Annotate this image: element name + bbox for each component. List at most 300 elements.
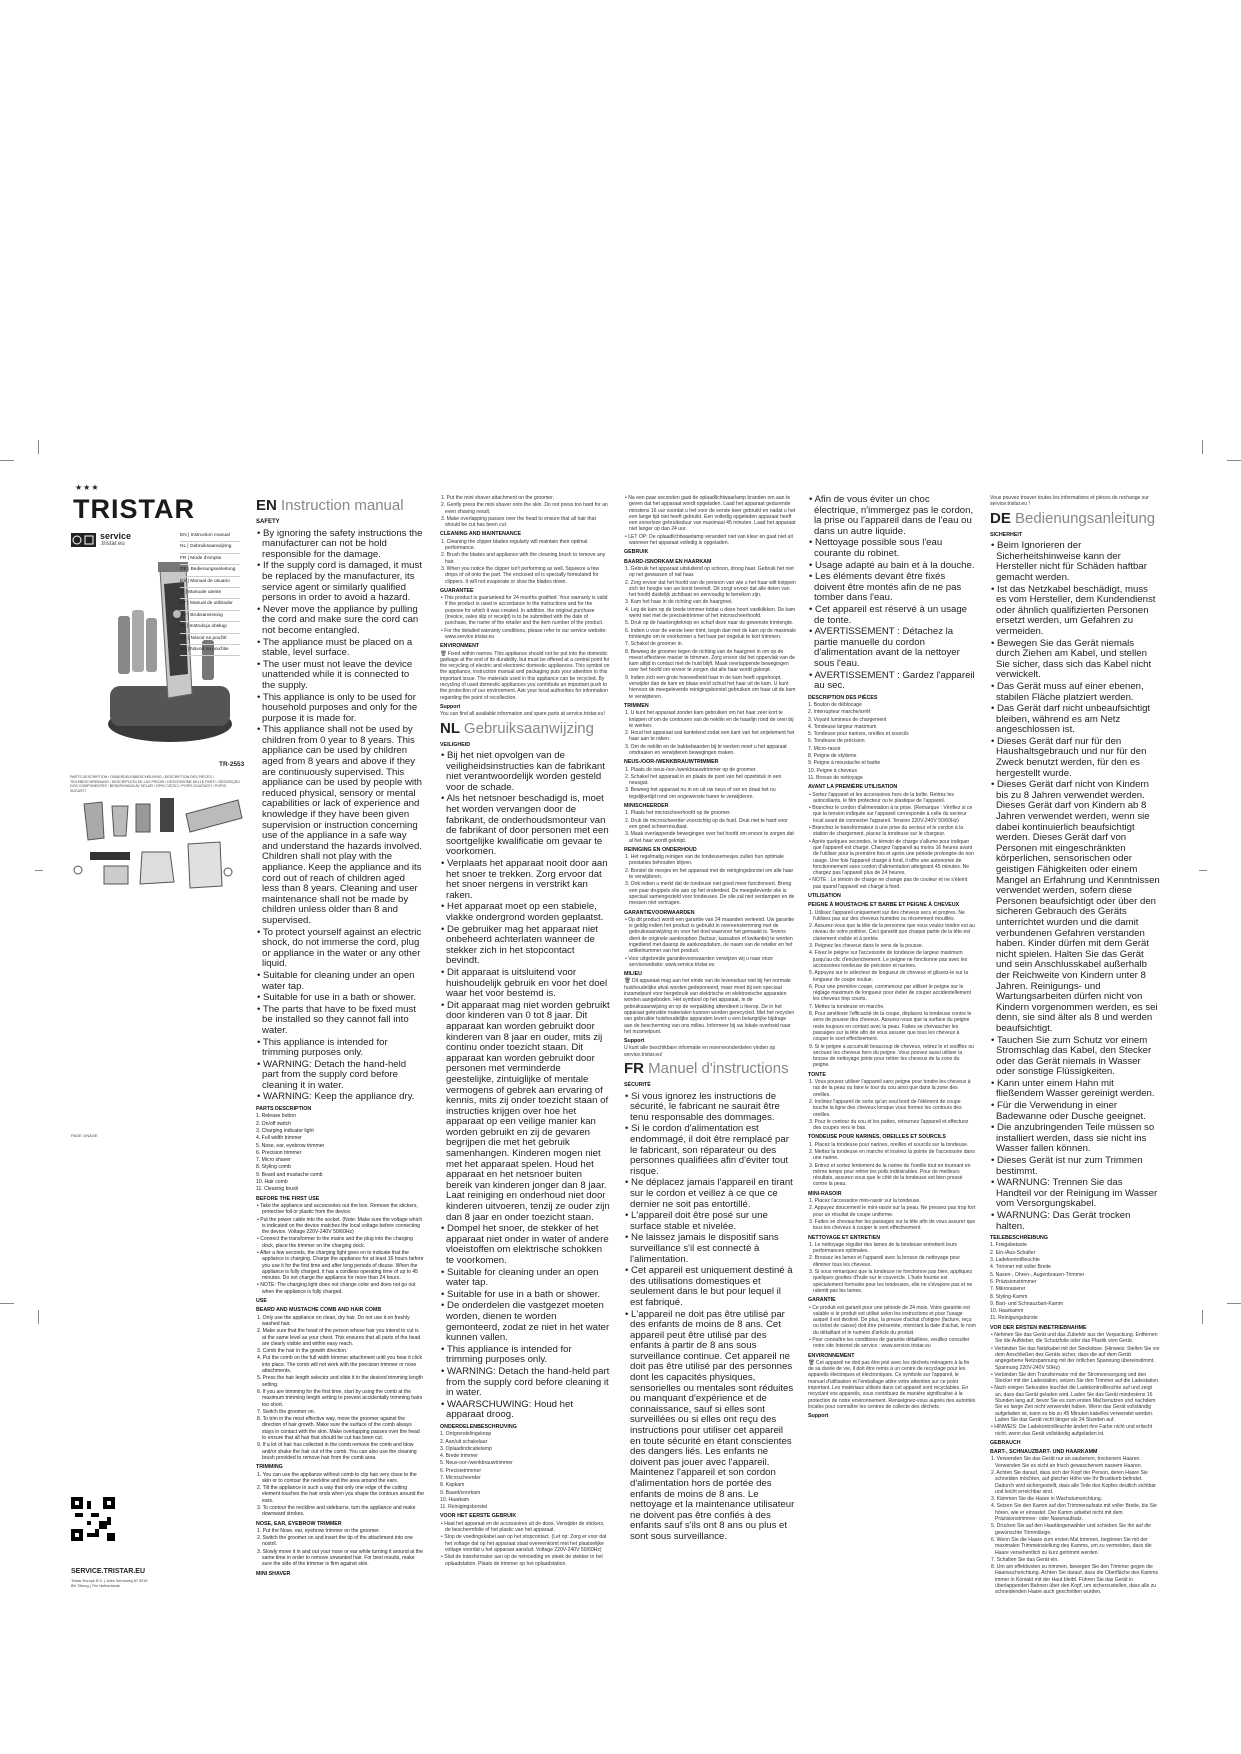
fr-column-2	[808, 495, 976, 1555]
fr-parts-item: 11. Brosse de nettoyage	[808, 774, 863, 781]
nl-safety-item: • Verplaats het apparaat nooit door aan het snoer te trekken. Zorg ervoor dat het snoer nergens in verstrikt kan raken.	[441, 858, 608, 901]
nl-safety-item: • De onderdelen die vastgezet moeten worden, dienen te worden gemonteerd, zodat ze niet in het water kunnen vallen.	[441, 1300, 610, 1344]
nl-use-heading: GEBRUIK	[624, 549, 649, 556]
en-safety-item: • Never move the appliance by pulling the cord and make sure the cord can not become entangled.	[257, 603, 419, 636]
en-nose-item: 1. Put the Nose, ear, eyebrow trimmer on the groomer.	[257, 1527, 380, 1534]
fr-before-item: • NOTE : Le témoin de charge ne change pas de couleur et ne s'éteint pas quand l'appareil est chargé à fond.	[809, 877, 968, 890]
language-item[interactable]: PT | Manual de utilizador	[180, 599, 240, 610]
fr-safety-item: • AVERTISSEMENT : Gardez l'appareil au sec.	[809, 669, 975, 692]
nl-safety-item: • Suitable for cleaning under an open water tap.	[441, 1266, 599, 1289]
en-parts-block	[256, 1106, 424, 1577]
fr-trimming-item: 2. Inclinez l'appareil de sorte qu'un seul bord de l'élément de coupe touche la ligne des cheveux lorsque vous formez les contours des oreilles.	[809, 1098, 962, 1118]
nl-safety-item: • Suitable for use in a bath or shower.	[441, 1288, 601, 1300]
en-comb-item: 8. To trim in the most effective way, move the groomer against the direction of hair growth. Make sure the surface of the comb always stays in contact with the skin. Make overlapping passes over the head to ensure that all hair that should be cut has been cut.	[257, 1416, 420, 1442]
en-cleaning-item: 2. Brush the blades and appliance with the cleaning brush to remove any hair.	[441, 552, 606, 565]
en-guarantee-item: • This product is guaranteed for 24 months gratified. Your warranty is valid if the product is used in accordance to the instructions and for the purpose for which it was created. In addition, the original purchase (invoice, sales slip or receipt) is to be submitted with the date of purchase, the name of the retailer and the item number of the product.	[441, 595, 608, 627]
en-safety-item: • The user must not leave the device unattended while it is connected to the supply.	[257, 658, 413, 691]
de-comb-item: 1. Verwenden Sie das Gerät nur an sauberem, trockenem Haaren. Verwenden Sie es nicht an frisch gewaschenem nassem Haaren.	[991, 1456, 1142, 1469]
en-title: EN Instruction manual	[256, 497, 404, 514]
en-before-list	[256, 1203, 424, 1295]
de-safety-item: • WARNUNG: Trennen Sie das Handteil vor der Reinigung im Wasser vom Versorgungskabel.	[991, 1177, 1158, 1210]
en-comb-item: 5. Press the hair length selector and slide it to the desired trimming length setting.	[257, 1375, 423, 1388]
nl-comb-item: 2. Zorg ervoor dat het hoofd van de persoon van wie u het haar wilt knippen zich ter hoogte van uw borst bevindt. Dit zorgt ervoor dat alle delen van het hoofd duidelijk zichtbaar en eenvoudig te bereiken zijn.	[625, 579, 796, 599]
fr-safety-item: • Ne déplacez jamais l'appareil en tirant sur le cordon et veillez à ce que ce dernier ne soit pas entortillé.	[625, 1177, 793, 1210]
en-mini-item: 1. Put the mini shaver attachment on the groomer.	[441, 495, 554, 501]
en-before-item: • Take the appliance and accessories out the box. Remove the stickers, protective foil or plastic from the device.	[257, 1202, 418, 1216]
nl-comb-item: 1. Gebruik het apparaat uitsluitend op schoon, droog haar. Gebruik het niet op net gewassen of nat haar.	[625, 565, 794, 579]
nl-comb-item: 8. Beweeg de groomer tegen de richting van de haargroei in om op de meest effectieve manier te trimmen. Zorg ervoor dat het oppervlak van de kam altijd in contact met de huid blijft. Maak overlappende bewegingen over het hoofd om ervoor te zorgen dat alle haar wordt geknipt.	[625, 648, 795, 674]
de-safety-item: • Tauchen Sie zum Schutz vor einem Stromschlag das Kabel, den Stecker oder das Gerät niemals in Wasser oder sonstige Flüssigkeiten.	[991, 1034, 1152, 1078]
nl-trimming-item: 2. Houd het apparaat wat kantelend zodat een kant van het snijelement het haar aan te raken.	[625, 730, 795, 743]
nl-parts-heading: ONDERDELENBESCHRIJVING	[440, 1423, 517, 1430]
nl-safety-item: • Als het netsnoer beschadigd is, moet het worden vervangen door de fabrikant, de onderhoudsmonteur van de fabrikant of door personen met een soortgelijke kwalificatie om gevaar te voorkomen.	[441, 793, 609, 858]
de-before-list	[990, 1332, 1160, 1437]
company-address: Tristar Europe B.V. | Jules Verneweg 87 5015 BH Tilburg | The Netherlands	[71, 1579, 148, 1588]
en-comb-heading: BEARD AND MUSTACHE COMB AND HAIR COMB	[256, 1307, 382, 1314]
nl-parts-item: 2. Aan/uit schakelaar	[440, 1438, 488, 1445]
language-item[interactable]: SK | Návod na použitie	[180, 645, 240, 656]
nl-trimming-heading: TRIMMEN	[624, 702, 649, 709]
fr-safety-item: • AVERTISSEMENT : Détachez la partie manuelle du cordon d'alimentation avant de la nettoyer sous l'eau.	[809, 626, 960, 669]
en-comb-item: 1. Only use the appliance on clean, dry hair. Do not use it on freshly washed hair.	[257, 1314, 410, 1327]
en-safety-list	[256, 529, 424, 1103]
nl-parts-item: 3. Oplaadindicatielamp	[440, 1445, 492, 1452]
fr-environment-text: 🗑 Cet appareil ne doit pas être jeté avec les déchets ménagers à la fin de sa durée de vie, il doit être remis à un centre de recyclage pour les appareils électriques et électroniques. Ce symbole sur l'appareil, le manuel d'utilisation et l'emballage attire votre attention sur ce point important. Les matériaux utilisés dans cet appareil sont recyclables. En recyclant vos appareils, vous contribuez de manière significative à la protection de notre environnement. Renseignez-vous auprès des autorités locales pour connaître les centres de collecte des déchets.	[808, 1359, 976, 1410]
nl-trimming-item: 1. U kunt het apparaat zonder kam gebruiken om het haar zeer kort te knippen of om de contouren van de nekliin en de haarlijn rond de oren bij te werken.	[625, 710, 794, 729]
en-parts-item: 11. Cleaning brush	[256, 1186, 299, 1193]
fr-parts-item: 1. Bouton de déblocage	[808, 701, 862, 708]
en-cleaning-item: 1. Cleaning the clipper blades regularly will maintain their optimal performance.	[441, 538, 588, 552]
de-before-item: • Nehmen Sie das Gerät und das Zubehör aus der Verpackung. Entfernen Sie die Aufkleber, die Schutzfolie oder das Plastik vom Gerät.	[991, 1332, 1158, 1345]
fr-comb-item: 4. Fixez le peigne sur l'accessoire de tondeuse de largeur maximum jusqu'au clic d'enclenchement. Le peigne ne fonctionne pas avec les accessoires tondeuse de précision et narines.	[809, 950, 968, 969]
de-comb-item: 2. Achten Sie darauf, dass sich der Kopf der Person, deren Haare Sie schneiden möchten, auf gleicher Höhe wie Ihr Brustkorb befindet. Dadurch wird sichergestellt, dass alle Teile des Kopfes deutlich sichtbar und leicht erreichbar sind.	[991, 1469, 1157, 1495]
language-item[interactable]: SV | Bruksanvisning	[180, 611, 240, 622]
recycle-bin-icon: 🗑	[440, 650, 448, 657]
nl-parts-list	[440, 1431, 610, 1510]
en-comb-item: 3. Comb the hair in the growth direction.	[257, 1348, 348, 1355]
de-comb-heading: BART-, SCHNAUZBART- UND HAARKAMM	[990, 1449, 1098, 1456]
de-parts-list	[990, 1242, 1160, 1321]
de-parts-item: 11. Reinigungsbürste	[990, 1315, 1038, 1322]
en-safety-heading: SAFETY	[256, 519, 280, 525]
language-item[interactable]: DE | Bedienungsanleitung	[180, 565, 240, 576]
fr-parts-item: 4. Tondeuse largeur maximum	[808, 723, 877, 730]
nl-parts-item: 4. Brede trimmer	[440, 1453, 478, 1460]
fr-safety-item: • Ne laissez jamais le dispositif sans surveillance s'il est connecté à l'alimentation.	[625, 1232, 779, 1265]
de-before-item: • HINWEIS: Die Ladekontrollleuchte ändert ihre Farbe nicht und erlischt nicht, wenn das Gerät vollständig aufgeladen ist.	[991, 1424, 1153, 1437]
product-code: PAGE 1/NAGE	[71, 1133, 98, 1138]
crop-mark	[1202, 440, 1203, 454]
de-parts-item: 10. Haarkamm	[990, 1308, 1024, 1315]
en-guarantee-heading: GUARANTEE	[440, 587, 474, 594]
model-number: TR-2553	[219, 761, 245, 768]
nl-mini-item: 2. Druk de microscheerder voorzichtig op de huid. Druk niet te hard voor een goed scheerresultaat.	[625, 817, 788, 830]
en-comb-list	[256, 1315, 424, 1462]
nl-safety-item: • WAARSCHUWING: Houd het apparaat droog.	[441, 1398, 574, 1421]
fr-comb-item: 3. Peignez les cheveux dans le sens de la pousse.	[809, 943, 924, 950]
nl-parts-item: 5. Neus-oor-/wenkbrauwtrimmer	[440, 1460, 513, 1467]
nl-title: NL Gebruiksaanwijzing	[440, 719, 594, 737]
fr-cleaning-item: 1. Le nettoyage régulier des lames de la tondeuse entretient leurs performances optimales.	[809, 1241, 958, 1255]
nl-nose-heading: NEUS-/OOR-/WENKBRAUWTRIMMER	[624, 759, 719, 766]
fr-mini-list	[808, 1198, 976, 1231]
en-safety-item: • WARNING: Keep the appliance dry.	[257, 1091, 415, 1103]
fr-mini-item: 2. Appuyez doucement le mini-rasoir sur la peau. Ne pressez pas trop fort pour un résultat de coupe uniforme.	[809, 1205, 976, 1218]
fr-guarantee-list	[808, 1305, 976, 1350]
en-before-item: • Put the power cable into the socket. (Note: Make sure the voltage which is indicated on the device matches the local voltage before connecting the device. Voltage 220V-240V 50/60Hz)	[257, 1216, 423, 1236]
fr-safety-item: • L'appareil doit être posé sur une surface stable et nivelée.	[625, 1210, 768, 1232]
nl-mini-item: 1. Plaats het microscheerhoofd op de groomer.	[625, 810, 731, 817]
de-safety-heading: SICHERHEIT	[990, 531, 1023, 538]
de-parts-item: 5. Nasen-, Ohren-, Augenbrauen-Trimmer	[990, 1271, 1085, 1278]
de-comb-item: 7. Schalten Sie das Gerät ein.	[991, 1556, 1059, 1563]
fr-nose-item: 1. Placez la tondeuse pour narines, oreilles et sourcils sur la tondeuse.	[809, 1141, 969, 1148]
de-safety-item: • Ist das Netzkabel beschädigt, muss es vom Hersteller, dem Kundendienst oder ähnlich qualifizierten Personen ersetzt werden, um Gefahren zu vermeiden.	[991, 583, 1156, 637]
language-item[interactable]: IT | Manuale utente	[180, 588, 240, 599]
de-safety-item: • Das Gerät muss auf einer ebenen, stabilen Fläche platziert werden.	[991, 680, 1144, 703]
fr-guarantee-item: • Pour connaître les conditions de garantie détaillées, veuillez consulter notre site Internet de service : www.service.tristar.eu	[809, 1337, 970, 1350]
nl-nose-list	[624, 767, 796, 800]
fr-comb-item: 8. Pour améliorer l'efficacité de la coupe, déplacez la tondeuse contre le sens de pousse des cheveux. Assurez-vous que la surface du peigne reste toujours en contact avec la peau. Faites se chevaucher les passages sur la tête afin de vous assurer que tous les cheveux à couper le sont effectivement.	[809, 1011, 972, 1043]
nl-column-2	[624, 495, 796, 1555]
nl-safety-item: • WARNING: Detach the hand-held part from the supply cord before cleaning it in water.	[441, 1365, 610, 1399]
nl-safety-item: • De gebruiker mag het apparaat niet onbeheerd achterlaten wanneer de stekker zich in het stopcontact bevindt.	[441, 923, 598, 967]
en-parts-item: 8. Styling comb	[256, 1164, 291, 1171]
de-comb-item: 8. Um am effektivsten zu trimmen, bewegen Sie den Trimmer gegen die Haarwuchsrichtung. Achten Sie darauf, dass die Oberfläche des Kamms immer in Kontakt mit der Haut bleibt. Führen Sie das Gerät in überlappenden Bahnen über den Kopf, um sicherzustellen, dass alle zu schneidenden Haare auch geschnitten wurden.	[991, 1564, 1159, 1596]
fr-before-item: • Sortez l'appareil et les accessoires hors de la boîte. Retirez les autocollants, le film protecteur ou le plastique de l'appareil.	[809, 791, 954, 804]
fr-safety-item: • L'appareil ne doit pas être utilisé par des enfants de moins de 8 ans. Cet appareil peut être utilisé par des enfants à partir de 8 ans sous surveillance continue. Cet appareil ne doit pas être utilisé par des personnes dont les capacités physiques, sensorielles ou mentales sont réduites ou manquant d'expérience et de connaissance, sauf si elles sont surveillées ou si elles ont reçu des instructions pour utiliser cet appareil en toute sécurité en étant conscientes des dangers liés. Les enfants ne doivent pas jouer avec l'appareil. Maintenez l'appareil et son cordon d'alimentation hors de portée des enfants de moins de 8 ans. Le nettoyage et la maintenance utilisateur ne doivent pas être confiés à des enfants sauf s'ils ont 8 ans ou plus et sont sous surveillance.	[625, 1308, 795, 1542]
nl-environment-heading: MILIEU	[624, 971, 642, 978]
fr-trimming-heading: TONTE	[808, 1071, 826, 1078]
fr-nose-item: 2. Mettez la tondeuse en marche et insérez la pointe de l'accessoire dans une narine.	[809, 1148, 975, 1162]
language-item[interactable]: NL | Gebruiksaanwijzing	[180, 542, 240, 553]
de-safety-item: • Die anzubringenden Teile müssen so installiert werden, dass sie nicht ins Wasser fallen können.	[991, 1122, 1155, 1155]
de-intro-text: Vous pouvez trouver toutes les informations et pièces de rechange sur service.tristar.eu !	[990, 495, 1149, 508]
en-comb-item: 7. Switch the groomer on.	[257, 1408, 316, 1415]
fr-nose-list	[808, 1142, 976, 1188]
crop-mark	[38, 1310, 39, 1324]
fr-title: FR Manuel d'instructions	[624, 1060, 789, 1078]
en-support-heading: Support	[440, 703, 461, 710]
nl-parts-item: 7. Microscheerder	[440, 1474, 481, 1481]
fr-mini-item: 1. Placez l'accessoire mini-rasoir sur la tondeuse.	[809, 1198, 921, 1205]
recycle-bin-icon: 🗑	[808, 1359, 816, 1366]
nl-comb-item: 6. Indien u voor de eerste keer trimt, begin dan met de kam op de maximale trimlengte om te voorkomen u het haar per ongeluk te kort trimmen.	[625, 627, 797, 640]
en-nose-heading: NOSE, EAR, EYEBROW TRIMMER	[256, 1520, 342, 1527]
nl-parts-item: 10. Haarkam	[440, 1496, 470, 1503]
en-parts-item: 3. Charging indicator light	[256, 1127, 314, 1134]
nl-extra-list	[624, 495, 796, 546]
nl-safety-heading: VEILIGHEID	[440, 741, 471, 748]
de-safety-item: • WARNUNG: Das Gerät trocken halten.	[991, 1210, 1131, 1232]
en-parts-item: 6. Precision trimmer	[256, 1149, 302, 1156]
fr-trimming-item: 1. Vous pouvez utiliser l'appareil sans peigne pour tondre les cheveux à ras de la peau ou faire le tour du cou ainsi que dans la zone des oreilles.	[809, 1079, 971, 1098]
fr-before-item: • Branchez le transformateur à une prise du secteur et le cordon à la station de chargement, placez la tondeuse sur le chargeur.	[809, 825, 964, 838]
nl-before-item: • Stop de voedingskabel aan op het stopcontact. (Let op: Zorg er voor dat het voltage dat op het apparaat staat overeenkomt met het plaatselijke voltage voordat u het apparaat aansluit. Voltage 220V-240V 50/60Hz)	[441, 1534, 607, 1553]
fr-support-heading: Support	[808, 1413, 829, 1420]
de-safety-list	[990, 541, 1160, 1232]
en-parts-item: 10. Hair comb	[256, 1179, 288, 1186]
nl-safety-item: • Dit apparaat mag niet worden gebruikt door kinderen van 0 tot 8 jaar. Dit apparaat kan worden gebruikt door kinderen van 8 jaar en ouder, mits zij continu onder toezicht staan. Dit apparaat kan worden gebruikt door personen met verminderde geestelijke, zintuiglijke of mentale vermogens of gebrek aan ervaring of kennis, mits zij onder toezicht staan of instructies krijgen over hoe het apparaat op een veilige manier kan worden gebruikt en zij de gevaren begrijpen die met het gebruik samenhangen. Kinderen mogen niet met het apparaat spelen. Houd het apparaat en het netsnoer buiten bereik van kinderen jonger dan 8 jaar. Laat reiniging en onderhoud niet door kinderen uitvoeren, tenzij ze ouder zijn dan 8 jaar en onder toezicht staan.	[441, 999, 610, 1223]
nl-guarantee-list	[624, 917, 796, 968]
language-item[interactable]: PL | Instrukcja obsługi	[180, 622, 240, 633]
service-icons	[71, 533, 96, 547]
nl-mini-list	[624, 810, 796, 843]
en-trimming-item: 3. To contour the neckline and sideburns, turn the appliance and make downward strokes.	[257, 1504, 416, 1518]
fr-safety-heading: SÉCURITÉ	[624, 1082, 651, 1089]
en-trimming-list	[256, 1472, 424, 1518]
nl-trimming-item: 3. Om de nekliin en de bakkebaarden bij te werken moet u het apparaat omdraaien en verwijderen bewegingen maken.	[625, 743, 787, 756]
de-parts-item: 3. Ladekontrollleuchte	[990, 1257, 1040, 1264]
fr-before-item: • Branchez le cordon d'alimentation à la prise. (Remarque : Vérifiez si ce que la tension indiquée sur l'appareil corresponde à celle du secteur local avant de connecter l'appareil. Tension 220V-240V 50/60Hz)	[809, 805, 973, 824]
nl-safety-list	[440, 751, 610, 1421]
fr-safety-item: • Afin de vous éviter un choc électrique, n'immergez pas le cordon, la prise ou l'appareil dans de l'eau ou dans un autre liquide.	[809, 494, 974, 537]
nl-comb-item: 3. Kam het haar in de richting van de haargroei.	[625, 599, 733, 606]
nl-comb-list	[624, 566, 796, 700]
fr-parts-item: 7. Micro-rasoir	[808, 745, 841, 752]
nl-mini-heading: MINISCHEERDER	[624, 803, 669, 810]
en-cleaning-list	[440, 539, 610, 585]
de-safety-item: • Dieses Gerät darf nicht von Kindern bis zu 8 Jahren verwendet werden. Dieses Gerät darf von Kindern ab 8 Jahren verwendet werden, wenn sie dabei kontinuierlich beaufsichtigt werden. Dieses Gerät darf von Personen mit eingeschränkten körperlichen, sensorischen oder geistigen Fähigkeiten oder einem Mangel an Erfahrung und Kenntnissen verwendet werden, sofern diese Personen beaufsichtigt oder über den sicheren Gebrauch des Geräts unterrichtet wurden und die damit verbundenen Gefahren verstanden haben. Kinder dürfen mit dem Gerät nicht spielen. Halten Sie das Gerät und sein Anschlusskabel außerhalb der Reichweite von Kindern unter 8 Jahren. Reinigungs- und Wartungsarbeiten dürfen nicht von Kindern vorgenommen werden, es sei denn, sie sind älter als 8 und werden beaufsichtigt.	[991, 779, 1160, 1034]
de-title: DE Bedienungsanleitung	[990, 509, 1156, 527]
nl-cleaning-list	[624, 854, 796, 906]
nl-environment-text: 🗑 Dit apparaat mag aan het einde van de levensduur niet bij het normale huishoudelijke afval worden gedeponeerd, maar moet bij een speciaal inzamelpunt voor hergebruik van elektrische en elektronische apparaten worden aangeboden. Het symbool op het apparaat, in de gebruiksaanwijzing en op de verpakking attendeert u hierop. De in het apparaat gebruikte materialen kunnen worden gerecycled. Met het recyclen van gebruikte huishoudelijke apparaten levert u een belangrijke bijdrage aan de bescherming van ons milieu. Informeer bij uw lokale overheid naar het inzamelpunt.	[624, 978, 795, 1035]
de-parts-item: 2. Ein-/Aus-Schalter	[990, 1249, 1036, 1256]
de-safety-item: • Dieses Gerät ist nur zum Trimmen bestimmt.	[991, 1155, 1143, 1177]
en-parts-heading: PARTS DESCRIPTION	[256, 1106, 312, 1113]
en-safety-item: • This appliance is only to be used for household purposes and only for the purpose it is made for.	[257, 691, 418, 724]
de-comb-list	[990, 1456, 1160, 1595]
crop-mark	[38, 440, 39, 454]
nl-before-list	[440, 1521, 610, 1567]
en-safety-item: • The parts that have to be fixed must be installed so they cannot fall into water.	[257, 1003, 416, 1036]
fr-comb-item: 2. Assurez-vous que la tête de la personne que vous voulez tondre est au niveau de votre poitrine. Ceci garantit que chaque partie de la tête est clairement visible et à portée.	[809, 923, 975, 942]
en-mini-item: 3. Make overlapping passes over the head to ensure that all hair that should be cut has been cut.	[441, 515, 596, 529]
de-before-item: • Verbinden Sie den Transformator mit der Stromversorgung und den Stecker mit der Ladestation, setzen Sie den Trimmer auf die Ladestation.	[991, 1371, 1160, 1385]
service-footer[interactable]: SERVICE.TRISTAR.EU	[71, 1568, 146, 1575]
de-safety-item: • Kann unter einem Hahn mit fließendem Wasser gereinigt werden.	[991, 1077, 1155, 1100]
de-column	[990, 495, 1160, 1596]
accessories-image	[70, 792, 245, 902]
fold-mark	[35, 870, 43, 871]
de-parts-item: 1. Freigabetaste	[990, 1242, 1027, 1249]
language-item[interactable]: FR | Mode d'emploi	[180, 554, 240, 565]
fr-comb-item: 7. Mettez la tondeuse en marche.	[809, 1003, 885, 1010]
nl-guarantee-heading: GARANTIEVOORWAARDEN	[624, 909, 695, 916]
fr-nose-heading: TONDEUSE POUR NARINES, OREILLES ET SOURCILS	[808, 1134, 946, 1141]
language-list	[180, 531, 240, 656]
fr-parts-heading: DESCRIPTION DES PIÈCES	[808, 694, 878, 701]
crop-mark	[1202, 1310, 1203, 1324]
de-use-heading: GEBRAUCH	[990, 1439, 1021, 1446]
recycle-bin-icon: 🗑	[624, 978, 632, 985]
en-safety-item: • The appliance must be placed on a stable, level surface.	[257, 636, 413, 659]
fr-guarantee-heading: GARANTIE	[808, 1297, 836, 1304]
fr-mini-heading: MINI-RASOIR	[808, 1190, 842, 1197]
fr-comb-item: 9. Si le peigne a accumulé beaucoup de cheveux, retirez le et soufflez ou secouez les cheveux hors du peigne. Vous pouvez aussi utiliser la brosse de nettoyage jointe pour retirer les cheveux de la zone du peigne.	[809, 1043, 974, 1069]
en-comb-item: 9. If a lot of hair has collected in the comb remove the comb and blow and/or shake the hair out of the comb. You can also use the cleaning brush provided to remove hair from the comb area.	[257, 1442, 417, 1461]
en-parts-item: 5. Nose, ear, eyebrow trimmer	[256, 1142, 325, 1149]
nl-safety-item: • Bij het niet opvolgen van de veiligheidsinstructies kan de fabrikant niet verantwoordelijk worden gesteld voor de schade.	[441, 750, 605, 793]
fold-mark	[1199, 870, 1207, 871]
en-safety-item: • If the supply cord is damaged, it must be replaced by the manufacturer, its service agent or similarly qualified persons in order to avoid a hazard.	[257, 560, 422, 604]
fr-comb-item: 6. Pour une première coupe, commencez par utiliser le peigne sur le réglage maximum de longueur pour éviter de couper accidentellement les cheveux trop courts.	[809, 983, 971, 1003]
nl-before-item: • Sluit de transformator aan op de netvoeding en steek de stekker in het oplaadstation. Plaats de trimmer op het oplaadstation.	[441, 1554, 603, 1567]
fr-before-item: • Après quelques secondes, le témoin de charge s'allume pour indiquer que l'appareil est chargé. Chargez l'appareil au moins 16 heures avant de l'utiliser pour la première fois et après une période prolongée de non usage. Une fois l'appareil chargé à fond, il offre une autonomie de fonctionnement sans cordon d'alimentation atteignant 45 minutes. Ne chargez pas l'appareil plus de 24 heures.	[809, 838, 974, 877]
nl-parts-item: 8. Kapkam	[440, 1482, 465, 1489]
nl-comb-item: 5. Druk op de haarlengteknop en schuif deze naar de gewenste trimlengte.	[625, 620, 794, 627]
fr-comb-item: 1. Utilisez l'appareil uniquement sur des cheveux secs et propres. Ne l'utilisez pas sur des cheveux humides ou récemment mouillés.	[809, 909, 965, 922]
fr-trimming-item: 3. Pour le contour du cou et les pattes, retournez l'appareil et effectuez des coupes vers le bas.	[809, 1118, 969, 1132]
fr-safety-item: • Nettoyage possible sous l'eau courante du robinet.	[809, 537, 943, 559]
fr-environment-heading: ENVIRONNEMENT	[808, 1352, 855, 1359]
de-safety-item: • Das Gerät darf nicht unbeaufsichtigt bleiben, während es am Netz angeschlossen ist.	[991, 703, 1151, 736]
en-safety-item: • Suitable for cleaning under an open water tap.	[257, 969, 415, 992]
de-parts-item: 4. Trimmer mit voller Breite	[990, 1264, 1051, 1271]
en-environment-text: 🗑 Fixed within narrow. This appliance should not be put into the domestic garbage at the end of its durability, but must be offered at a central point for the recycling of electric and electronic domestic appliances. This symbol on the appliance, instruction manual and packaging puts your attention to this important issue. The materials used in this appliance can be recycled. By recycling of used domestic appliances you contribute an important push to the protection of our environment. Ask your local authorities for information regarding the point of recollection.	[440, 650, 610, 701]
en-parts-item: 2. On/off switch	[256, 1120, 292, 1127]
nl-parts-item: 6. Precisietrimmer	[440, 1467, 482, 1474]
crop-mark	[0, 460, 14, 461]
de-safety-item: • Dieses Gerät darf nur für den Haushaltsgebrauch und nur für den Zweck benutzt werden, für den es hergestellt wurde.	[991, 735, 1147, 779]
de-parts-item: 9. Bart- und Schnauzbart-Kamm	[990, 1300, 1064, 1307]
nl-guarantee-item: • Voor uitgebreide garantievoorwaarden verwijzen wij u naar onze servicewebsite: www.service.tristar.eu	[625, 955, 773, 968]
en-support-text: You can find all available information and spare parts at service.tristar.eu!	[440, 711, 605, 718]
en-column-1	[256, 495, 424, 1577]
nl-safety-item: • Dompel het snoer, de stekker of het apparaat niet onder in water of andere vloeistoffen om elektrische schokken te voorkomen.	[441, 1223, 609, 1266]
en-before-item: • Connect the transformer to the mains and the plug into the charging dock, place the trimmer on the charging dock.	[257, 1236, 413, 1249]
fr-comb-item: 5. Appuyez sur le sélecteur de longueur de cheveux et glissez-le sur la longueur de coupe voulue.	[809, 970, 969, 983]
de-before-item: • Nach einigen Sekunden leuchtet die Ladekontrollleuchte auf und zeigt an, dass das Gerät geladen wird. Laden Sie das Gerät mindestens 16 Stunden lang auf, bevor Sie es zum ersten Mal benutzen und nachdem Sie es lange Zeit nicht verwendet haben. Wenn das Gerät vollständig aufgeladen ist, kann es bis zu 45 Minuten kabellos verwendet werden. Laden Sie das Gerät nicht länger als 24 Stunden auf.	[991, 1385, 1156, 1423]
de-safety-item: • Beim Ignorieren der Sicherheitshinweise kann der Hersteller nicht für Schäden haftbar gemacht werden.	[991, 540, 1147, 583]
fr-safety-list-b	[808, 495, 976, 692]
nl-before-item: • Haal het apparaat en de accessoires uit de doos. Verwijder de stickers, de beschermfolie of het plastic van het apparaat.	[441, 1520, 605, 1534]
en-safety-item: • WARNING: Detach the hand-held part from the supply cord before cleaning it in water.	[257, 1058, 407, 1091]
fr-use-heading: UTILISATION	[808, 893, 841, 899]
fr-safety-item: • Cet appareil est réservé à un usage de tonte.	[809, 603, 968, 626]
en-trimming-heading: TRIMMING	[256, 1464, 283, 1471]
fr-guarantee-item: • Ce produit est garanti pour une période de 24 mois. Votre garantie est valable si le produit est utilisé selon les instructions et pour l'usage auquel il est destiné. De plus, la preuve d'achat d'origine (facture, reçu ou ticket de caisse) doit être présentée, montrant la date d'achat, le nom du détaillant et le numéro d'article du produit.	[809, 1304, 976, 1336]
en-parts-list	[256, 1113, 424, 1192]
brand-stars: ★★★	[75, 483, 100, 492]
fr-parts-item: 10. Peigne à cheveux	[808, 767, 857, 774]
fr-parts-item: 5. Tondeuse pour narines, oreilles et sourcils	[808, 731, 909, 738]
de-comb-item: 4. Setzen Sie den Kamm auf den Trimmeraufsatz mit voller Breite, bis Sie hören, wie er einrastet. Der Kamm arbeitet nicht mit dem Präzisionstrimmer- oder Nasenaufsatz.	[991, 1503, 1157, 1523]
en-guarantee-item: • For the detailed warranty conditions, please refer to our service website: www.service.tristar.eu	[441, 627, 607, 640]
en-nose-item: 3. Slowly move it in and out your nose or ear while turning it around at the same time in order to remove unwanted hair. For best results, make sure the side of the trimmer is firm against skin.	[257, 1548, 423, 1568]
fr-parts-item: 8. Peigne de stylisme	[808, 753, 857, 760]
en-comb-item: 6. If you are trimming for the first time, start by using the comb at the maximum trimming length setting to prevent accidentally trimming hairs too short.	[257, 1388, 423, 1408]
qr-code	[71, 1497, 115, 1541]
fr-parts-item: 3. Voyant lumineux de chargement	[808, 716, 887, 723]
fr-parts-item: 6. Tondeuse de précision	[808, 738, 865, 745]
en-comb-item: 4. Put the comb on the full width trimmer attachment until you hear it click into place. The comb will not work with the precision trimmer or nose attachments.	[257, 1355, 423, 1375]
nl-extra-item: • LET OP: De oplaadlichtwaarlamp verandert niet van kleur en gaat niet uit wanneer het apparaat volledig is opgeladen.	[625, 533, 793, 547]
fr-cleaning-list	[808, 1242, 976, 1294]
en-guarantee-list	[440, 595, 610, 640]
en-safety-item: • Suitable for use in a bath or shower.	[257, 992, 417, 1004]
fr-parts-item: 9. Peigne à moustache et barbe	[808, 760, 881, 767]
en-use-heading: USE	[256, 1298, 267, 1305]
nl-comb-item: 9. Indien zich een grote hoeveelheid haar in de kam heeft opgehoopt, verwijder dan de kam en blaas en/of schud het haar uit de kam. U kunt hiervoor de meegeleverde reinigingsborstel gebruiken om haar uit de kam te verwijderen.	[625, 674, 796, 700]
fr-safety-item: • Cet appareil est uniquement destiné à des utilisations domestiques et seulement dans le but pour lequel il est fabriqué.	[625, 1265, 793, 1308]
fr-safety-item: • Les éléments devant être fixés doivent être montés afin de ne pas tomber dans l'eau.	[809, 571, 962, 604]
fr-nose-item: 3. Entrez et sortez lentement de la narine de l'oreille tout en tournant en même temps pour retirer les poils indésirables. Pour de meilleurs résultats, assurez-vous que le côté de la tondeuse est bien pressé contre la peau.	[809, 1162, 971, 1188]
en-cleaning-item: 3. When you notice the clipper isn't performing as well, Squeeze a few drops of oil onto the part. The enclosed oil is specially formulated for clippers. It will not evaporate or slow the blades down.	[441, 565, 600, 585]
nl-parts-item: 9. Baard/snorkam	[440, 1489, 481, 1496]
en-comb-item: 2. Make sure that the head of the person whose hair you intend to cut is at the same level as your chest. This ensures that all parts of the head are clearly visible and within easy reach.	[257, 1328, 421, 1347]
language-item[interactable]: ES | Manual de usuario	[180, 577, 240, 588]
en-trimming-item: 2. Tilt the appliance in such a way that only one edge of the cutting element touches the hair ends when you shape the contours around the ears.	[257, 1485, 424, 1504]
en-before-item: • NOTE: The charging light does not change color and does not go out when the appliance is fully charged.	[257, 1282, 416, 1295]
fr-parts-list	[808, 702, 976, 781]
de-comb-item: 6. Wenn Sie die Haare zum ersten Mal trimmen, beginnen Sie mit der maximalen Trimmeinstellung des Kamms, um zu vermeiden, dass die Haare versehentlich zu kurz getrimmt werden.	[991, 1536, 1152, 1556]
en-cleaning-heading: CLEANING AND MAINTENANCE	[440, 531, 522, 538]
brand-logo: TRISTAR	[73, 494, 195, 524]
de-parts-heading: TEILEBESCHREIBUNG	[990, 1235, 1048, 1242]
fr-safety-list-a	[624, 1092, 796, 1543]
de-before-item: • Verbinden Sie das Netzkabel mit der Steckdose. (Hinweis: Stellen Sie vor dem Anschließen des Geräts sicher, dass die auf dem Gerät angegebene Netzspannung mit der örtlichen Spannung übereinstimmt. Spannung 220V-240V 50Hz)	[991, 1345, 1160, 1371]
nl-trimming-list	[624, 710, 796, 756]
en-safety-item: • This appliance is intended for trimming purposes only.	[257, 1036, 388, 1059]
de-safety-item: • Für die Verwendung in einer Badewanne oder Dusche geeignet.	[991, 1100, 1146, 1122]
nl-extra-item: • Na een paar seconden gaat de oplaadlichtwaarlamp branden om aan te geven dat het apparaat wordt opgeladen. Laad het apparaat gedurende minstens 16 uur voordat u het voor de eerste keer gebruikt en nadat u het een lange tijd niet heeft gebruikt. Een volledig opgeladen apparaat heeft een snoerloze gebruiksduur van maximaal 45 minuten. Laad het apparaat niet langer op dan 24 uur.	[625, 495, 796, 533]
nl-safety-item: • Het apparaat moet op een stabiele, vlakke ondergrond worden geplaatst.	[441, 901, 604, 923]
nl-guarantee-item: • Op dit product wordt een garantie van 24 maanden verleend. Uw garantie is geldig indien het product is gebruikt in overeenstemming met de gebruiksaanwijzing en voor het doel waarvoor het gemaakt is. Tevens dient de originele aankoopbon (factuur, kassabon of kwitantie) te worden ingediend met daarop de aankoopdatum, de naam van de retailer en het artikelnummer van het product.	[625, 916, 795, 955]
nl-comb-item: 7. Schakel de groomer in.	[625, 641, 684, 648]
nl-mini-item: 3. Maak overlappende bewegingen over het hoofd om ervoor te zorgen dat al het haar wordt geknipt.	[625, 831, 794, 844]
en-before-heading: BEFORE THE FIRST USE	[256, 1195, 320, 1202]
language-item[interactable]: CS | Návod na použití	[180, 634, 240, 645]
nl-safety-item: • This appliance is intended for trimming purposes only.	[441, 1343, 572, 1366]
nl-nose-item: 1. Plaats de neus-/oor-/wenkbrauwtrimmer op de groomer.	[625, 766, 757, 773]
language-item[interactable]: EN | Instruction manual	[180, 531, 240, 542]
en-parts-item: 1. Release button	[256, 1113, 296, 1120]
fr-comb-heading: PEIGNE À MOUSTACHE ET BARBE ET PEIGNE À CHEVEUX	[808, 902, 960, 909]
en-mini-item: 2. Gently press the mini shaver onto the skin. Do not press too hard for an even shaving result.	[441, 502, 608, 515]
de-before-heading: VOR DER ERSTEN INBETRIEBNAHME	[990, 1324, 1087, 1331]
en-parts-item: 7. Micro shaver	[256, 1157, 291, 1164]
fr-parts-item: 2. Interrupteur marche/arrêt	[808, 709, 871, 716]
de-parts-item: 7. Mikrorasierer	[990, 1286, 1026, 1293]
fr-cleaning-item: 3. Si vous remarquez que la tondeuse ne fonctionne pas bien, appliquez quelques gouttes d'huile sur le couvercle. L'huile fournie est spécialement formulée pour les tondeuses, elle ne s'évapore pas et ne ralentit pas les lames.	[809, 1269, 973, 1294]
en-environment-heading: ENVIRONMENT	[440, 643, 480, 650]
crop-mark	[1227, 1303, 1241, 1304]
en-parts-item: 4. Full width trimmer	[256, 1135, 302, 1142]
nl-comb-heading: BAARD-/SNORKAM EN HAARKAM	[624, 558, 712, 565]
nl-before-heading: VOOR HET EERSTE GEBRUIK	[440, 1513, 517, 1520]
fr-safety-item: • Si le cordon d'alimentation est endommagé, il doit être remplacé par le fabricant, son réparateur ou des personnes qualifiées afin d'éviter tout risque.	[625, 1123, 789, 1177]
fr-comb-list	[808, 910, 976, 1069]
service-icon	[71, 533, 96, 547]
fr-cleaning-heading: NETTOYAGE ET ENTRETIEN	[808, 1234, 881, 1241]
crop-mark	[0, 1303, 14, 1304]
de-safety-item: • Bewegen Sie das Gerät niemals durch Ziehen am Kabel, und stellen Sie sicher, dass sich das Kabel nicht verwickelt.	[991, 637, 1152, 681]
nl-parts-item: 11. Reinigingsborstel	[440, 1504, 488, 1511]
crop-mark	[1227, 460, 1241, 461]
service-label: service	[100, 531, 132, 541]
nl-comb-item: 4. Leg de kam op de brede trimmer totdat u deze hoort vastklikken. De kam werkt niet met de precisietrimmer of het microscheerhoofd.	[625, 606, 796, 620]
en-safety-item: • To protect yourself against an electric shock, do not immerse the cord, plug or appliance in the water or any other liquid.	[257, 926, 422, 970]
nl-nose-item: 2. Schakel het apparaat in en plaats de punt van het opzetstuk in een neusgat.	[625, 773, 782, 787]
nl-support-text: U kunt alle beschikbare informatie en reserveonderdelen vinden op service.tristar.eu!	[624, 1045, 776, 1058]
de-comb-item: 3. Kämmen Sie die Haare in Wachstumsrichtung.	[991, 1496, 1103, 1503]
en-before-item: • After a few seconds, the charging light goes on to indicate that the appliance is charging. Charge the appliance for at least 16 hours before you use it for the first time and after long periods of disuse. When the appliance is fully charged, it has a cordless operating time of up to 45 minutes. Do not charge the appliance for more than 24 hours.	[257, 1250, 424, 1282]
en-safety-item: • By ignoring the safety instructions the manufacturer can not be hold responsible for the damage.	[257, 527, 423, 560]
parts-description-header: PARTS DESCRIPTION / ONDERDELENBESCHRIJVING / DESCRIPTION DES PIÈCES / TEILEBESCHREIBUNG / DESCRIPCIÓN DE LAS PIEZAS / DESCRIZIONE DELLE PARTI / DESCRIÇÃO DOS COMPONENTES / BESKRIVNING AV DELAR / OPIS CZĘŚCI / POPIS SOUČÁSTÍ / POPIS SÚČASTÍ	[70, 775, 240, 793]
fr-trimming-list	[808, 1079, 976, 1131]
nl-support-heading: Support	[624, 1038, 645, 1045]
